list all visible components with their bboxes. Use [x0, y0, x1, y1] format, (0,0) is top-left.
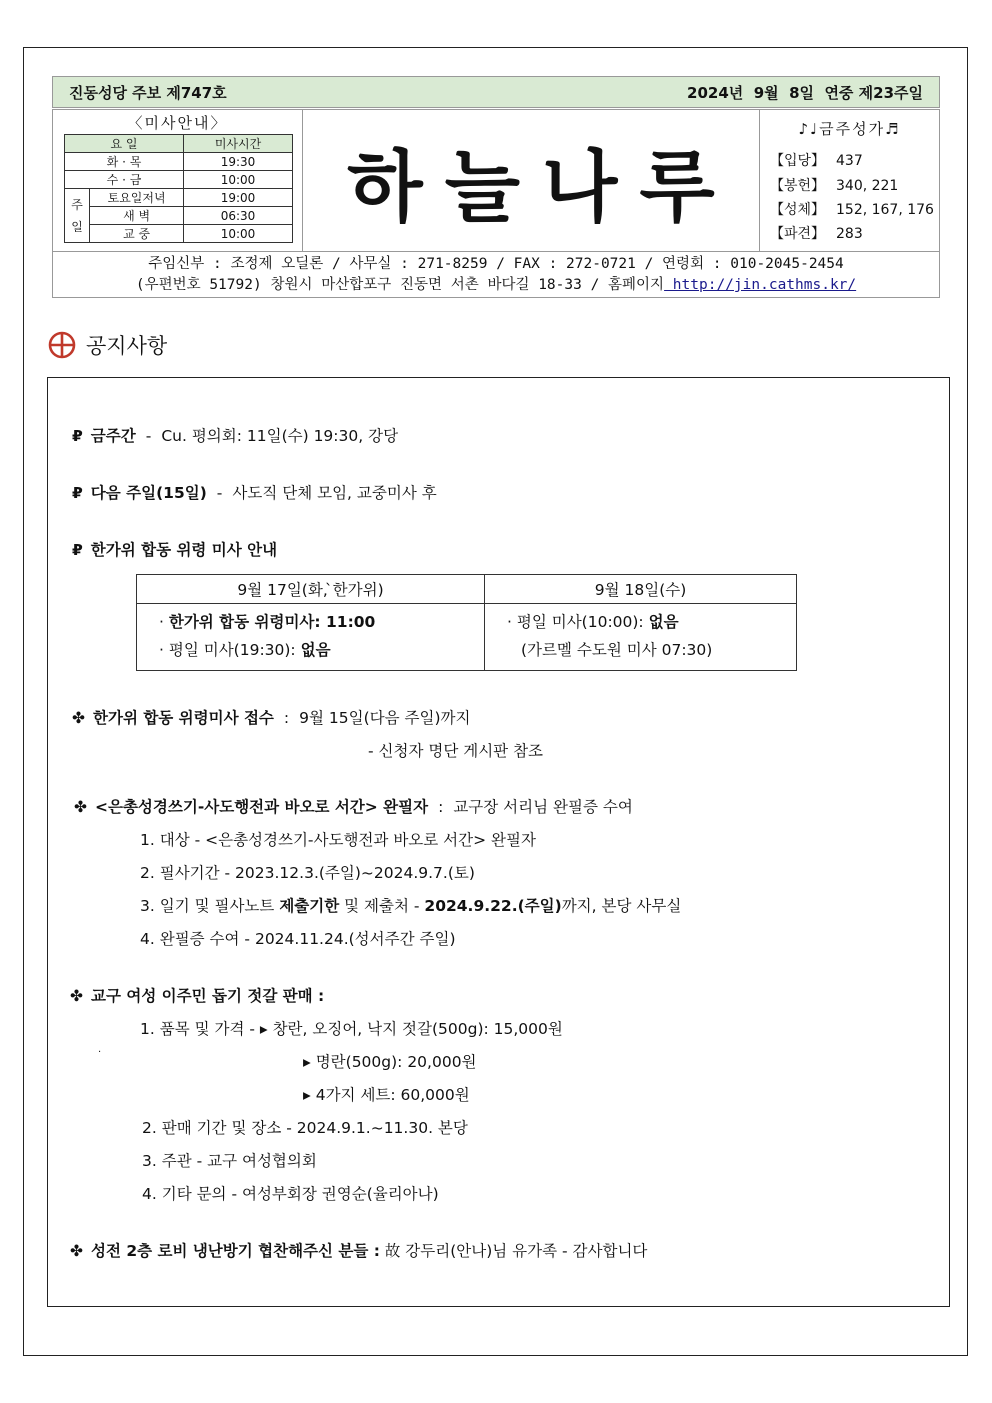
next-text: 사도직 단체 모임, 교중미사 후 [232, 484, 437, 502]
hymn-value: 340, 221 [836, 178, 899, 194]
sale-item: ▸ 4가지 세트: 60,000원 [303, 1086, 470, 1104]
hymn-row [770, 175, 898, 195]
mass-table [64, 134, 293, 243]
cross-icon: ✤ [72, 709, 85, 727]
date-line: 2024년 9월 8일 연중 제23주일 [687, 83, 923, 102]
contact-info [52, 252, 940, 298]
hangawi-label: 한가위 합동 위령 미사 안내 [90, 541, 278, 559]
hymn-title: ♪♩금주성가♬ [798, 120, 901, 138]
notice-week: ₽ 금주간 - Cu. 평의회: 11일(수) 19:30, 강당 [72, 427, 399, 445]
mass-day: 토요일저녁 [90, 189, 184, 207]
sale-item: ▸ 명란(500g): 20,000원 [303, 1053, 477, 1071]
mass-day: 새 벽 [90, 207, 184, 225]
mass-time: 10:00 [184, 171, 293, 189]
notice-sale [70, 984, 324, 1006]
notice-hangawi [72, 538, 277, 560]
bible-item: 2. 필사기간 - 2023.12.3.(주일)~2024.9.7.(토) [140, 864, 475, 882]
notice-thanks [70, 1239, 647, 1261]
reg-text: 9월 15일(다음 주일)까지 [299, 709, 471, 727]
sale-label: 교구 여성 이주민 돕기 젓갈 판매 : [91, 987, 325, 1005]
contact-line-1: 주임신부 : 조정제 오딜론 / 사무실 : 271-8259 / FAX : 272-0721 / 연령회 : 010-2045-2454 [148, 256, 844, 272]
notice-next-sunday: ₽ 다음 주일(15일) - 사도직 단체 모임, 교중미사 후 [72, 484, 437, 502]
hangawi-col2: · 평일 미사(10:00): 없음 (가르멜 수도원 미사 07:30) [485, 604, 797, 671]
header-bar [52, 76, 940, 108]
notice-header [48, 330, 167, 360]
hymn-row [770, 223, 863, 243]
sunday-label-1: 주 [71, 197, 83, 212]
hymn-label: 【파견】 [770, 226, 826, 242]
hymn-label: 【봉헌】 [770, 178, 826, 194]
notice-title: 공지사항 [86, 334, 168, 358]
hymn-row [770, 199, 934, 219]
stray-dot: . [98, 1044, 102, 1055]
notice-registration: ✤ 한가위 합동 위령미사 접수 : 9월 15일(다음 주일)까지 [72, 709, 471, 727]
notice-box [47, 377, 950, 1307]
bulletin-name: 진동성당 주보 제747호 [69, 83, 227, 102]
sale-item: 2. 판매 기간 및 장소 - 2024.9.1.~11.30. 본당 [142, 1119, 468, 1137]
title-box [303, 110, 760, 251]
thanks-text: 故 강두리(안나)님 유가족 - 감사합니다 [384, 1242, 648, 1260]
cross-circle-icon [48, 331, 76, 359]
bible-item: 4. 완필증 수여 - 2024.11.24.(성서주간 주일) [140, 930, 456, 948]
hangawi-col2-head: 9월 18일(수) [485, 575, 797, 604]
contact-line-2 [53, 275, 939, 296]
hymn-box [760, 110, 939, 251]
homepage-link[interactable]: http://jin.cathms.kr/ [664, 277, 857, 293]
bible-item: 3. 일기 및 필사노트 제출기한 및 제출처 - 2024.9.22.(주일)까지, 본당 사무실 [140, 897, 682, 915]
mass-day: 교 중 [90, 225, 184, 243]
sunday-label [65, 189, 90, 243]
next-label: 다음 주일(15일) [90, 484, 207, 502]
address: (우편번호 51792) 창원시 마산합포구 진동면 서촌 바다길 18-33 / 홈페이지 [135, 277, 665, 293]
mass-time: 10:00 [184, 225, 293, 243]
bible-label: <은총성경쓰기-사도행전과 바오로 서간> 완필자 [95, 798, 429, 816]
hymn-label: 【입당】 [770, 153, 826, 169]
cross-icon: ✤ [70, 987, 83, 1005]
bible-text: 교구장 서리님 완필증 수여 [453, 798, 633, 816]
sale-item: 1. 품목 및 가격 - ▸ 창란, 오징어, 낙지 젓갈(500g): 15,000원 [140, 1020, 563, 1038]
cross-icon: ✤ [74, 798, 87, 816]
week-label: 금주간 [90, 427, 136, 445]
sale-item: 4. 기타 문의 - 여성부회장 권영순(율리아나) [142, 1185, 439, 1203]
header-main [52, 109, 940, 252]
mass-schedule [53, 110, 303, 251]
hangawi-col1: · 한가위 합동 위령미사: 11:00 · 평일 미사(19:30): 없음 [137, 604, 485, 671]
mass-time: 19:00 [184, 189, 293, 207]
mass-time: 19:30 [184, 153, 293, 171]
hangawi-col1-head: 9월 17일(화, ̀한가위) [137, 575, 485, 604]
mass-col-time: 미사시간 [184, 135, 293, 153]
thanks-label: 성전 2층 로비 냉난방기 협찬해주신 분들 : [91, 1242, 380, 1260]
sale-item: 3. 주관 - 교구 여성협의회 [142, 1152, 317, 1170]
mass-title: 〈미사안내〉 [127, 114, 228, 132]
mass-time: 06:30 [184, 207, 293, 225]
hymn-row [770, 150, 863, 170]
sunday-label-2: 일 [71, 219, 83, 234]
hangawi-table [136, 574, 797, 671]
hymn-value: 437 [836, 153, 863, 169]
hymn-value: 152, 167, 176 [836, 202, 934, 218]
won-icon: ₽ [72, 541, 83, 559]
won-icon: ₽ [72, 427, 83, 445]
week-text: Cu. 평의회: 11일(수) 19:30, 강당 [161, 427, 399, 445]
mass-day: 수 · 금 [65, 171, 184, 189]
hymn-label: 【성체】 [770, 202, 826, 218]
won-icon: ₽ [72, 484, 83, 502]
reg-sub: - 신청자 명단 게시판 참조 [368, 742, 544, 760]
bulletin-title: 하늘나루 [347, 142, 737, 233]
cross-icon: ✤ [70, 1242, 83, 1260]
hymn-value: 283 [836, 226, 863, 242]
mass-col-day: 요 일 [65, 135, 184, 153]
mass-day: 화 · 목 [65, 153, 184, 171]
notice-bible: ✤ <은총성경쓰기-사도행전과 바오로 서간> 완필자 : 교구장 서리님 완필증 수여 [74, 798, 633, 816]
reg-label: 한가위 합동 위령미사 접수 [93, 709, 274, 727]
bible-item: 1. 대상 - <은총성경쓰기-사도행전과 바오로 서간> 완필자 [140, 831, 536, 849]
